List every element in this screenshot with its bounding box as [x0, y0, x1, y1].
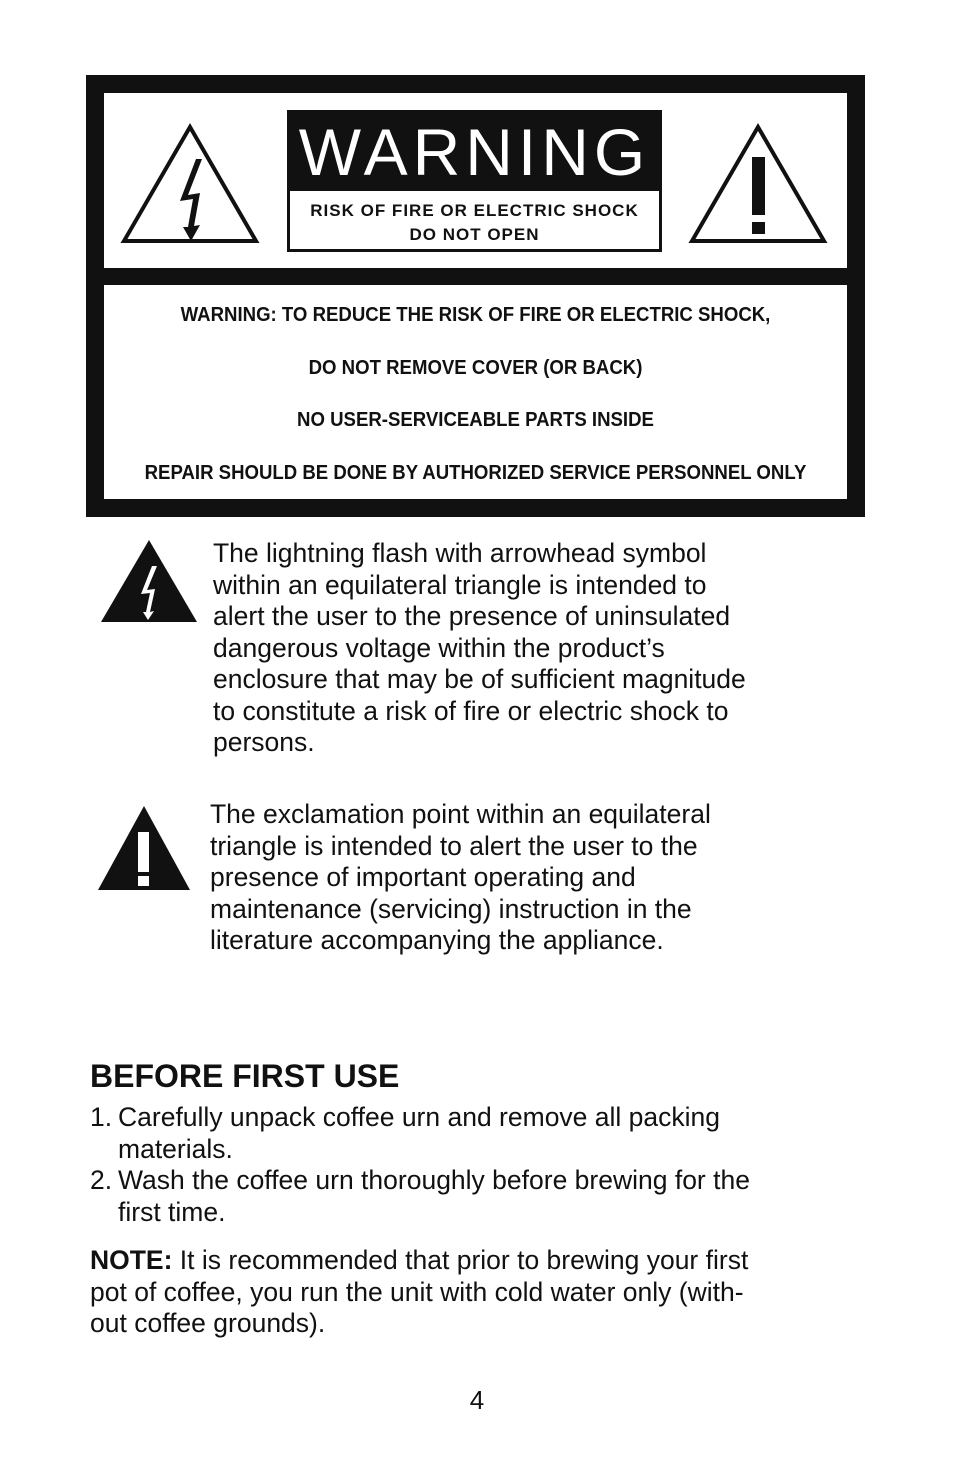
note-label: NOTE: — [90, 1245, 173, 1275]
lightning-triangle-icon — [120, 123, 260, 245]
description-line: maintenance (servicing) instruction in the — [210, 893, 692, 924]
warning-sign-header — [104, 93, 847, 268]
lightning-symbol-description — [213, 538, 853, 759]
description-line: triangle is intended to alert the user to the — [210, 830, 698, 861]
warning-line: WARNING: TO REDUCE THE RISK OF FIRE OR ELECTRIC SHOCK, — [180, 304, 771, 326]
list-item-number: 1. — [90, 1102, 113, 1132]
list-item-line: materials. — [118, 1133, 233, 1164]
note-line — [90, 1245, 870, 1277]
list-item-line: Wash the coffee urn thoroughly before brewing for the — [118, 1165, 750, 1195]
exclamation-symbol-description — [210, 799, 850, 957]
note-paragraph — [90, 1245, 870, 1340]
warning-subtitle — [290, 199, 659, 247]
list-item-line: first time. — [118, 1196, 226, 1227]
description-line: to constitute a risk of fire or electric shock to — [213, 695, 729, 726]
description-line: The exclamation point within an equilateral — [210, 799, 711, 829]
lightning-triangle-icon — [101, 540, 197, 624]
warning-line: NO USER-SERVICEABLE PARTS INSIDE — [297, 409, 654, 431]
warning-sign — [86, 75, 865, 517]
warning-line: DO NOT REMOVE COVER (OR BACK) — [308, 356, 643, 379]
note-text: It is recommended that prior to brewing your first — [172, 1245, 749, 1275]
note-line: pot of coffee, you run the unit with cold water only (with- — [90, 1276, 744, 1307]
list-item-number: 2. — [90, 1165, 113, 1195]
note-line: out coffee grounds). — [90, 1308, 326, 1338]
description-line: persons. — [213, 727, 315, 757]
description-line: alert the user to the presence of uninsulated — [213, 601, 731, 631]
instruction-list — [90, 1102, 860, 1228]
list-item — [90, 1165, 860, 1228]
exclamation-triangle-icon — [688, 123, 828, 245]
warning-line: REPAIR SHOULD BE DONE BY AUTHORIZED SERVICE PERSONNEL ONLY — [144, 461, 807, 484]
list-item-line: Carefully unpack coffee urn and remove all packing — [118, 1102, 720, 1132]
description-line: enclosure that may be of sufficient magnitude — [213, 664, 746, 694]
warning-subtitle-line: DO NOT OPEN — [409, 225, 540, 244]
description-line: literature accompanying the appliance. — [210, 925, 664, 955]
exclamation-triangle-icon — [96, 806, 192, 892]
description-line: presence of important operating and — [210, 862, 636, 892]
description-line: The lightning flash with arrowhead symbol — [213, 538, 707, 568]
description-line: within an equilateral triangle is intended to — [213, 569, 707, 600]
warning-plate — [287, 110, 662, 252]
warning-title: WARNING — [290, 113, 659, 191]
page-number: 4 — [469, 1385, 485, 1415]
warning-instructions — [104, 285, 847, 499]
section-heading: BEFORE FIRST USE — [90, 1058, 400, 1094]
warning-subtitle-line: RISK OF FIRE OR ELECTRIC SHOCK — [310, 201, 639, 220]
description-line: dangerous voltage within the product’s — [213, 632, 665, 663]
list-item — [90, 1102, 860, 1165]
warning-lines — [104, 295, 847, 505]
